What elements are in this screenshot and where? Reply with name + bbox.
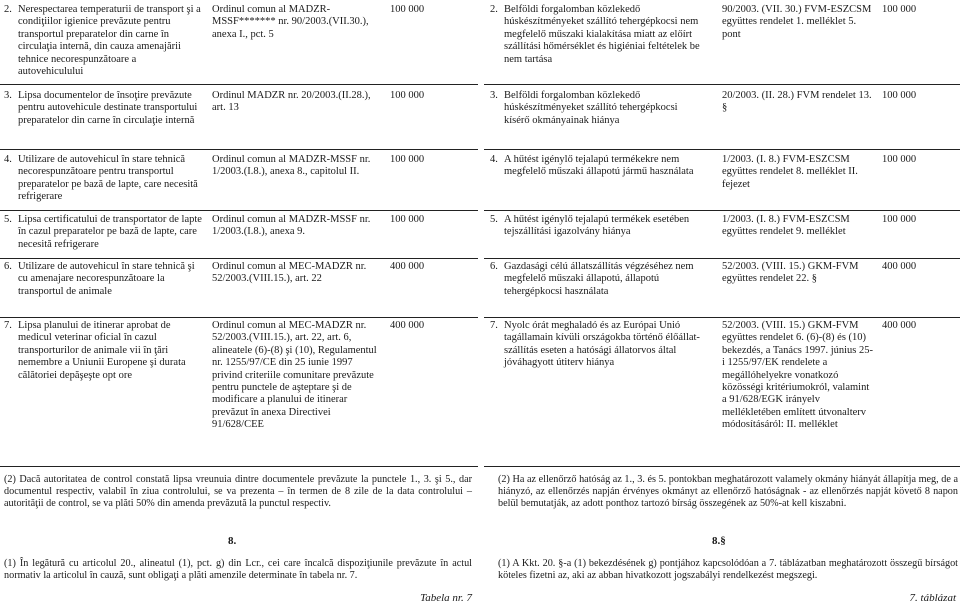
row-number: 6. — [4, 261, 12, 272]
legal-reference: 1/2003. (I. 8.) FVM-ESZCSM együttes rendelet 9. melléklet — [722, 214, 850, 238]
violation-description: Utilizare de autovehicul în stare tehnică necorespunzătoare pentru transportul preparatelor pe bază de lapte, care necesită refrigerare — [18, 154, 198, 203]
row-number: 2. — [490, 4, 498, 15]
legal-reference: 52/2003. (VIII. 15.) GKM-FVM együttes rendelet 22. § — [722, 261, 859, 285]
fine-amount: 100 000 — [390, 214, 425, 225]
row-number: 6. — [490, 261, 498, 272]
footnote-paragraph-2: (2) Dacă autoritatea de control constată lipsa vreunuia dintre documentele prevăzute la punctele 1., 3. şi 5., dar documentul respectiv, valabil în ziua controlului, se va prezenta – în termen de 8 zile de la data controlului – autorităţii de control, se va plăti 50% din amenda prevăzută la punctul respectiv. — [4, 474, 472, 509]
fine-amount: 100 000 — [882, 214, 917, 225]
footnote-paragraph-2: (2) Ha az ellenőrző hatóság az 1., 3. és 5. pontokban meghatározott valamely okmány hiányát állapítja meg, de a hiányzó, az ellenőrzés napján érvényes okmányt az ellenőrző hatóságnak - az ellenőrzés napját követő 8 napon belül bemutatják, az adott ponthoz tartozó bírság összegének az 50%-at kell kiszabni. — [498, 474, 958, 509]
section-mark: 8. — [228, 535, 237, 547]
table-row — [0, 257, 478, 315]
fine-amount: 400 000 — [882, 261, 917, 272]
table-row — [0, 210, 478, 256]
fine-amount: 100 000 — [882, 90, 917, 101]
fine-amount: 400 000 — [390, 261, 425, 272]
legal-reference: Ordinul comun al MEC-MADZR nr. 52/2003.(VIII.15.), art. 22 — [212, 261, 367, 285]
violation-description: Nerespectarea temperaturii de transport şi a condiţiilor igienice prevăzute pentru transportul preparatelor din carne în circulaţia internă, din cauza amenajării tehnice necorespunzătoare a autovehiculului — [18, 4, 201, 78]
legal-reference: Ordinul comun al MEC-MADZR nr. 52/2003.(VIII.15.), art. 22, art. 6, alineatele (6)-(8) şi (10), Regulamentul nr. 1255/97/CE din 25 iunie 1997 privind criteriile comunitare prevăzute pentru punctele de aşteptare şi de modificare a planului de itinerar prevăzut în anexa Directivei 91/628/CEE — [212, 320, 377, 431]
legal-reference: Ordinul comun al MADZR-MSSF nr. 1/2003.(I.8.), anexa 8., capitolul II. — [212, 154, 371, 178]
table-row — [484, 86, 960, 146]
row-number: 2. — [4, 4, 12, 15]
table-caption: Tabela nr. 7 — [420, 591, 472, 604]
fine-amount: 100 000 — [390, 4, 425, 15]
row-number: 4. — [4, 154, 12, 165]
fine-amount: 400 000 — [390, 320, 425, 331]
romanian-column — [0, 0, 478, 605]
row-number: 5. — [4, 214, 12, 225]
table-row — [484, 210, 960, 256]
row-divider — [484, 84, 960, 85]
footnote-paragraph-1: (1) A Kkt. 20. §-a (1) bekezdésének g) pontjához kapcsolódóan a 7. táblázatban meghatározott összegű bírságot köteles fizetni az, aki az abban hivatkozott jogszabályi rendelkezést megszegi. — [498, 558, 958, 581]
table-row — [484, 257, 960, 315]
row-divider — [0, 84, 478, 85]
fine-amount: 400 000 — [882, 320, 917, 331]
hungarian-column — [484, 0, 960, 605]
row-number: 3. — [490, 90, 498, 101]
violation-description: Belföldi forgalomban közlekedő húskészítményeket szállító tehergépkocsi kísérő okmányainak hiánya — [504, 90, 678, 126]
table-row — [0, 150, 478, 208]
fine-amount: 100 000 — [390, 154, 425, 165]
row-number: 7. — [4, 320, 12, 331]
table-row — [484, 316, 960, 460]
table-row — [484, 0, 960, 82]
row-number: 7. — [490, 320, 498, 331]
row-number: 4. — [490, 154, 498, 165]
violation-description: Nyolc órát meghaladó és az Európai Unió tagállamain kívüli országokba történő élőállat-szállítás eseten a hatósági állatorvos által jóváhagyott útiterv hiánya — [504, 320, 700, 369]
legal-reference: Ordinul MADZR nr. 20/2003.(II.28.), art. 13 — [212, 90, 371, 114]
legal-reference: Ordinul comun al MADZR-MSSF******* nr. 90/2003.(VII.30.), anexa I., pct. 5 — [212, 4, 369, 40]
table-row — [0, 316, 478, 460]
fine-amount: 100 000 — [882, 4, 917, 15]
violation-description: Lipsa documentelor de însoţire prevăzute pentru autovehicule destinate transportului preparatelor din carne în circulaţie internă — [18, 90, 198, 126]
legal-reference: 20/2003. (II. 28.) FVM rendelet 13. § — [722, 90, 872, 114]
violation-description: Belföldi forgalomban közlekedő húskészítményeket szállító tehergépkocsi nem megfelelő műszaki kialakítása miatt az előírt szállítási hőmérséklet és higiéniai feltételek be nem tartása — [504, 4, 700, 65]
row-number: 5. — [490, 214, 498, 225]
legal-reference: Ordinul comun al MADZR-MSSF nr. 1/2003.(I.8.), anexa 9. — [212, 214, 371, 238]
legal-reference: 90/2003. (VII. 30.) FVM-ESZCSM együttes rendelet 1. melléklet 5. pont — [722, 4, 872, 40]
violation-description: Lipsa certificatului de transportator de lapte în cazul preparatelor pe bază de lapte, care necesită refrigerare — [18, 214, 202, 250]
violation-description: A hűtést igénylő tejalapú termékek esetében tejszállítási igazolvány hiánya — [504, 214, 690, 238]
section-mark: 8.§ — [712, 535, 726, 547]
row-number: 3. — [4, 90, 12, 101]
legal-reference: 52/2003. (VIII. 15.) GKM-FVM együttes rendelet 6. (6)-(8) és (10) bekezdés, a Tanács 1997. június 25-i 1255/97/EK rendelete a megállóhelyekre vonatkozó közösségi kritériumokról, valamint a 91/628/EGK irányelv mellékletében említett útvonalterv módosításáról: II. melléklet — [722, 320, 873, 431]
violation-description: A hűtést igénylő tejalapú termékekre nem megfelelő műszaki állapotú jármű használata — [504, 154, 694, 178]
table-caption: 7. táblázat — [909, 591, 956, 604]
table-bottom-border — [484, 466, 960, 467]
legal-reference: 1/2003. (I. 8.) FVM-ESZCSM együttes rendelet 8. melléklet II. fejezet — [722, 154, 858, 190]
footnote-paragraph-1: (1) În legătură cu articolul 20., alineatul (1), pct. g) din Lcr., cei care încalcă dispoziţiunile prevăzute în actul normativ la articolul în cauză, sunt obligaţi a plăti amenzile determinate în tabela nr. 7. — [4, 558, 472, 581]
fine-amount: 100 000 — [390, 90, 425, 101]
table-row — [0, 0, 478, 82]
table-bottom-border — [0, 466, 478, 467]
violation-description: Lipsa planului de itinerar aprobat de medicul veterinar oficial în cazul transporturilor de animale vii în ţări nemembre a Uniunii Europene şi durata călătoriei depăşeşte opt ore — [18, 320, 186, 381]
table-row — [484, 150, 960, 208]
table-row — [0, 86, 478, 146]
fine-amount: 100 000 — [882, 154, 917, 165]
violation-description: Utilizare de autovehicul în stare tehnică şi cu amenajare necorespunzătoare la transportul de animale — [18, 261, 195, 297]
violation-description: Gazdasági célú állatszállítás végzéséhez nem megfelelő műszaki állapotú, állapotú tehergépkocsi használata — [504, 261, 694, 297]
